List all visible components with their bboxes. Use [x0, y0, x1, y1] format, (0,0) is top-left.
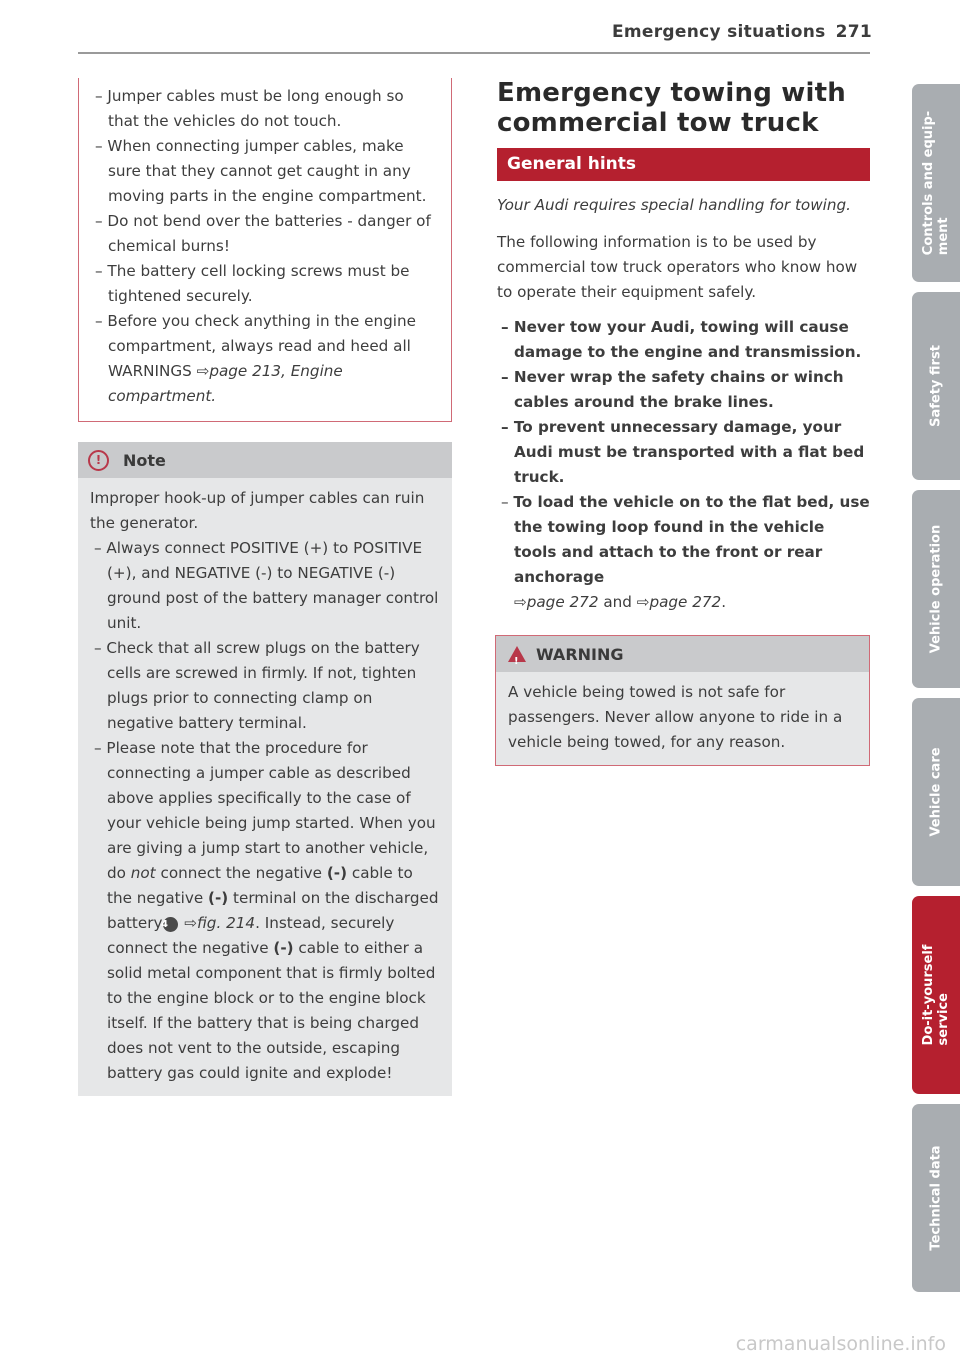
warning-item: – Do not bend over the batteries - danger of chemical burns!	[91, 209, 439, 259]
tab-vehicle-care[interactable]	[912, 698, 960, 886]
tab-label: Do-it-yourself service	[921, 944, 951, 1046]
header-rule	[78, 52, 870, 54]
right-column	[497, 78, 870, 766]
note-body	[78, 478, 452, 1096]
tab-vehicle-operation[interactable]	[912, 490, 960, 688]
note-header	[78, 442, 452, 478]
tab-label: Controls and equip- ment	[921, 110, 951, 256]
warning-body	[496, 672, 869, 765]
warning-item: – Before you check anything in the engine compartment, always read and heed all WARNINGS ⇨page 213, Engine compartment.	[91, 309, 439, 409]
warning-title: WARNING	[536, 644, 624, 664]
arrow-icon: ⇨	[196, 362, 210, 380]
tab-controls-and-equipment[interactable]	[912, 84, 960, 282]
arrow-icon: ⇨	[636, 593, 650, 611]
tab-label: Technical data	[928, 1145, 944, 1251]
section-heading: General hints	[497, 148, 870, 181]
section-title: Emergency situations	[611, 22, 826, 42]
note-title: Note	[123, 450, 166, 470]
tab-label: Vehicle care	[928, 747, 944, 837]
arrow-icon: ⇨	[514, 593, 527, 611]
figure-link[interactable]: fig. 214	[197, 914, 256, 932]
warning-header	[496, 636, 869, 672]
page-link[interactable]: page 272	[526, 593, 599, 611]
warning-triangle-icon	[508, 646, 526, 662]
note-item: – Please note that the procedure for connecting a jumper cable as described above applies specifically to the case of your vehicle being jump started. When you are giving a jump start to another vehicle, do not connect the negative (-) cable to the negative (-) terminal on the discharged battery4 ⇨fig. 214. Instead, securely connect the negative (-) cable to either a solid metal component that is firmly bolted to the engine block or to the engine block itself. If the battery that is being charged does not vent to the outside, escaping battery gas could ignite and explode!	[90, 736, 440, 1086]
warning-continuation	[78, 78, 452, 422]
tab-label: Vehicle operation	[928, 524, 944, 654]
page-link[interactable]: page 272	[649, 593, 722, 611]
list-item: – To load the vehicle on to the flat bed, use the towing loop found in the vehicle tools and attach to the front or rear anchorage ⇨page 272 and ⇨page 272.	[497, 490, 870, 615]
info-circle-icon: !	[88, 450, 109, 471]
tab-do-it-yourself-service[interactable]	[912, 896, 960, 1094]
list-item: – Never tow your Audi, towing will cause damage to the engine and transmission.	[497, 315, 870, 365]
arrow-icon: ⇨	[184, 914, 197, 932]
list-item: – To prevent unnecessary damage, your Audi must be transported with a flat bed truck.	[497, 415, 870, 490]
warning-item: – When connecting jumper cables, make sure that they cannot get caught in any moving parts in the engine compartment.	[91, 134, 439, 209]
tab-safety-first[interactable]	[912, 292, 960, 480]
warning-item: – The battery cell locking screws must be tightened securely.	[91, 259, 439, 309]
warning-item: – Jumper cables must be long enough so that the vehicles do not touch.	[91, 84, 439, 134]
note-item: – Check that all screw plugs on the battery cells are screwed in firmly. If not, tighten plugs prior to connecting clamp on negative battery terminal.	[90, 636, 440, 736]
chapter-title: Emergency towing with commercial tow truck	[497, 78, 846, 138]
left-column	[80, 78, 452, 1096]
list-item: – Never wrap the safety chains or winch cables around the brake lines.	[497, 365, 870, 415]
warning-box	[495, 635, 870, 766]
page-link[interactable]: page 213, Engine compartment.	[108, 362, 343, 405]
tab-label: Safety first	[928, 345, 944, 427]
note-item: – Always connect POSITIVE (+) to POSITIVE (+), and NEGATIVE (-) to NEGATIVE (-) ground post of the battery manager control unit.	[90, 536, 440, 636]
intro-text: Your Audi requires special handling for towing.	[497, 196, 851, 214]
note-intro: Improper hook-up of jumper cables can ruin the generator.	[90, 489, 425, 532]
callout-number: 4	[163, 917, 178, 932]
watermark: carmanualsonline.info	[735, 1333, 946, 1355]
page-number: 271	[835, 22, 872, 42]
tab-technical-data[interactable]	[912, 1104, 960, 1292]
body-paragraph: The following information is to be used by commercial tow truck operators who know how to operate their equipment safely.	[497, 233, 858, 301]
note-box	[78, 442, 452, 1096]
warning-text: A vehicle being towed is not safe for passengers. Never allow anyone to ride in a vehicle being towed, for any reason.	[508, 683, 843, 751]
running-head	[612, 22, 872, 42]
